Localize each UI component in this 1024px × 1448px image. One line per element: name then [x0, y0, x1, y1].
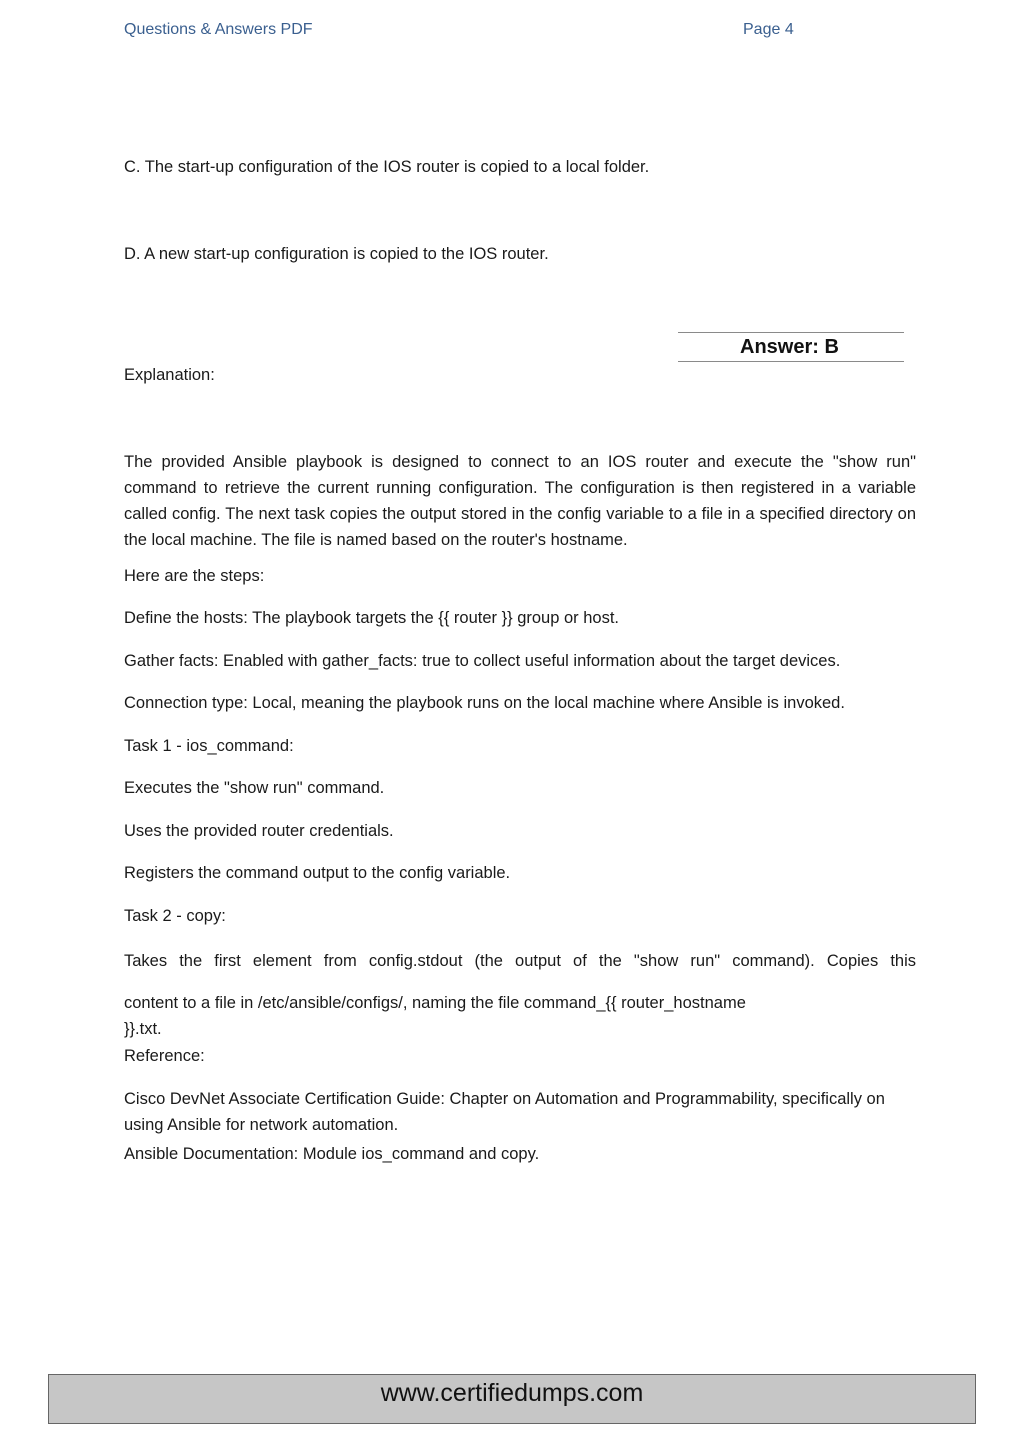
explanation-paragraph: The provided Ansible playbook is designed to connect to an IOS router and execute the "show run" command to retrieve the current running configuration. The configuration is then registered in a variable called config. The next task copies the output stored in the config variable to a file in a specified directory on the local machine. The file is named based on the router's hostname.	[124, 453, 916, 549]
task2-line3: }}.txt.	[124, 1020, 162, 1038]
reference-label: Reference:	[124, 1047, 205, 1065]
task2-line2: content to a file in /etc/ansible/configs/, naming the file command_{{ router_hostname	[124, 994, 746, 1012]
header-title: Questions & Answers PDF	[124, 21, 313, 38]
reference-1: Cisco DevNet Associate Certification Guide: Chapter on Automation and Programmability, specifically on using Ansible for network automation.	[124, 1090, 885, 1134]
answer-box	[678, 332, 904, 362]
task2-line1: Takes the first element from config.stdout (the output of the "show run" command). Copies this	[124, 952, 916, 970]
option-d: D. A new start-up configuration is copied to the IOS router.	[124, 245, 549, 263]
task1-line3: Registers the command output to the config variable.	[124, 864, 511, 882]
explanation-label: Explanation:	[124, 366, 215, 384]
task1-line1: Executes the "show run" command.	[124, 779, 385, 797]
footer-banner	[48, 1374, 976, 1424]
option-c: C. The start-up configuration of the IOS router is copied to a local folder.	[124, 158, 650, 176]
task1-title: Task 1 - ios_command:	[124, 737, 294, 755]
footer-url[interactable]: www.certifiedumps.com	[380, 1379, 644, 1407]
reference-2: Ansible Documentation: Module ios_command and copy.	[124, 1145, 540, 1163]
answer-label: Answer: B	[740, 336, 839, 358]
step-facts: Gather facts: Enabled with gather_facts: true to collect useful information about the target devices.	[124, 652, 841, 670]
step-hosts: Define the hosts: The playbook targets the {{ router }} group or host.	[124, 609, 620, 627]
step-connection: Connection type: Local, meaning the playbook runs on the local machine where Ansible is invoked.	[124, 694, 845, 712]
steps-intro: Here are the steps:	[124, 567, 265, 585]
task1-line2: Uses the provided router credentials.	[124, 822, 394, 840]
page-number: Page 4	[743, 21, 794, 38]
task2-title: Task 2 - copy:	[124, 907, 226, 925]
